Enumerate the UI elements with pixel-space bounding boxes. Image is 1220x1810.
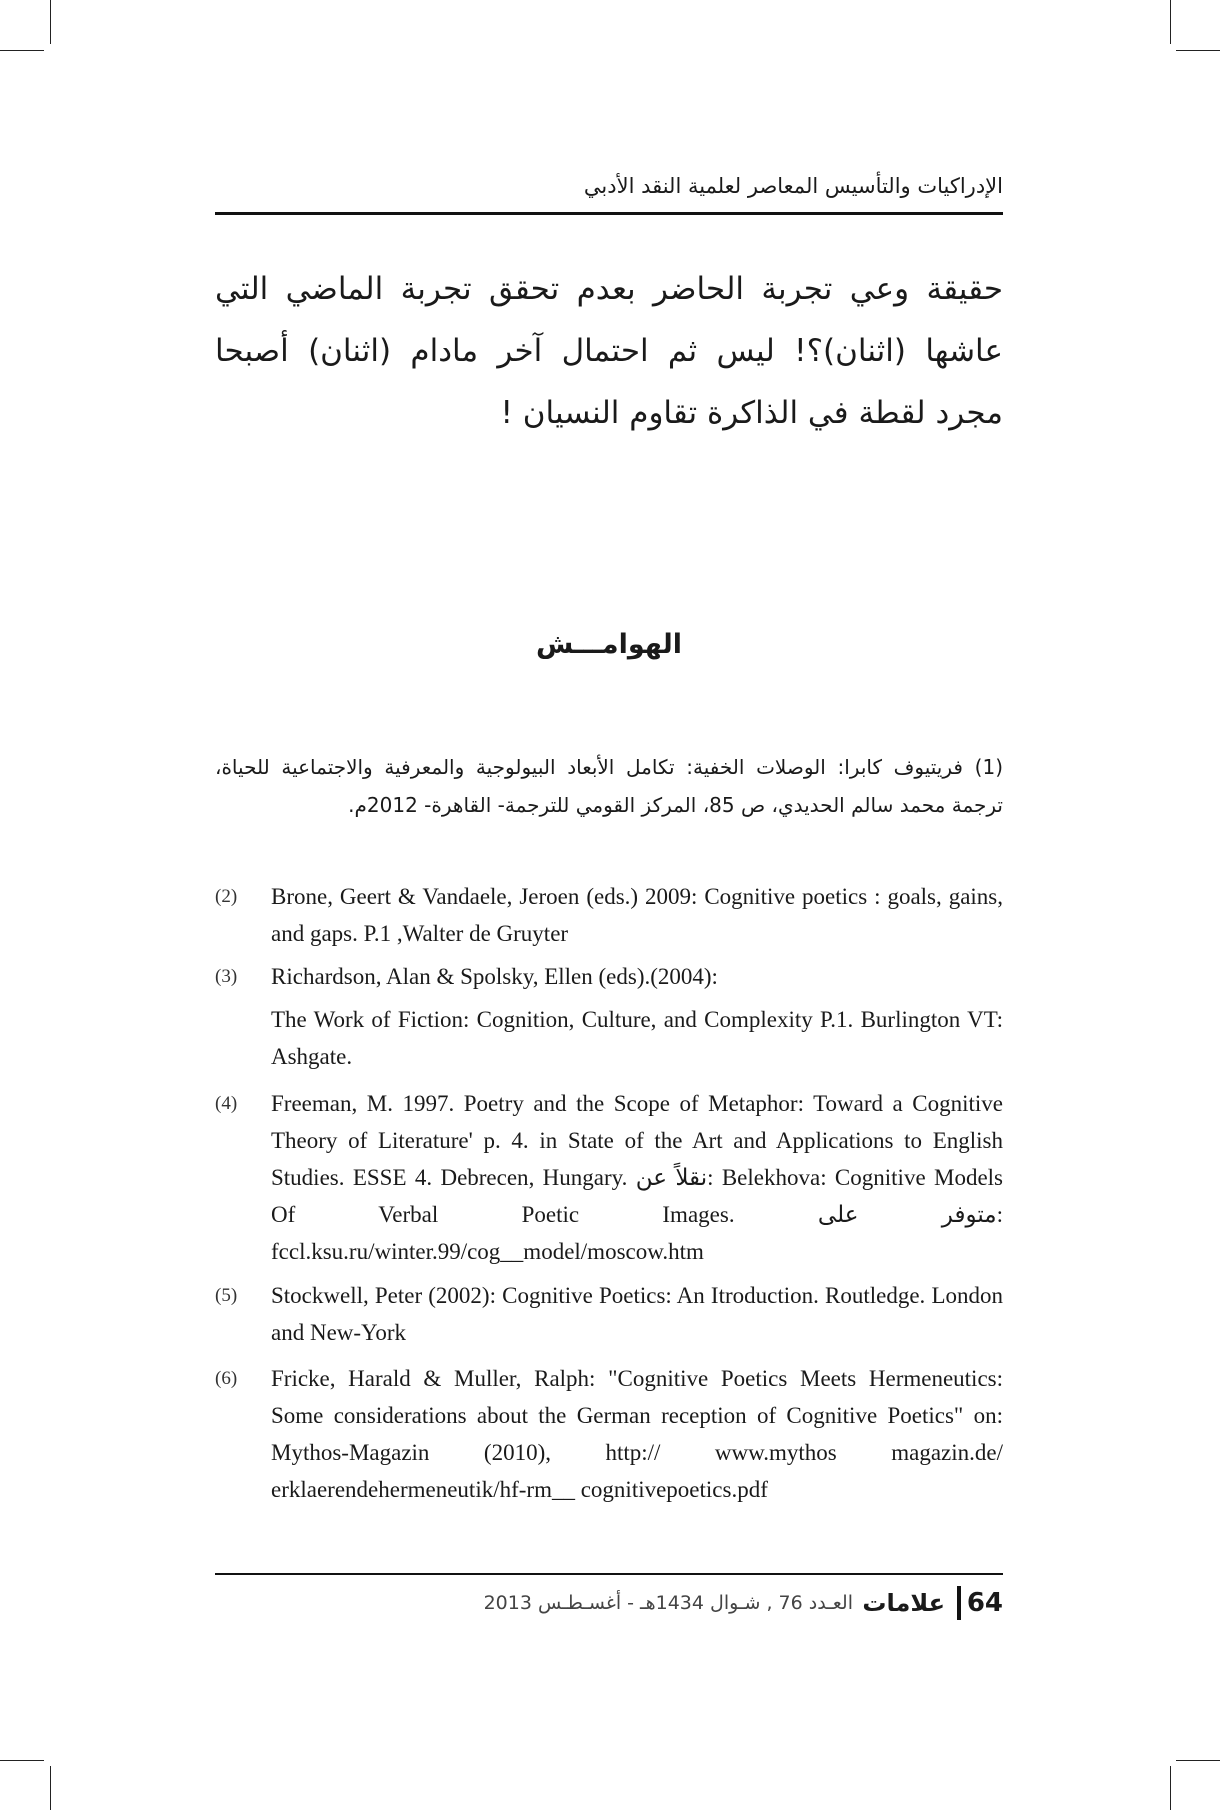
crop-mark	[0, 1760, 44, 1761]
footnote-number: (4)	[215, 1093, 238, 1114]
footnote-number: (6)	[215, 1368, 238, 1389]
footnote-text: Freeman, M. 1997. Poetry and the Scope of Metaphor: Toward a Cognitive Theory of Literature' p. 4. in State of the Art and Applications to English Studies. ESSE 4. Debrecen, Hungary. نقلاً عن: Belekhova: Cognitive Models Of Verbal Poetic Images. متوفر على: fccl.ksu.ru/winter.99/cog__model/moscow.htm	[271, 1091, 1003, 1264]
footnote-number: (5)	[215, 1285, 238, 1306]
footer-rule	[215, 1573, 1003, 1575]
footnote-number: (1)	[974, 755, 1003, 779]
footnote-6	[215, 1360, 1003, 1508]
running-header: الإدراكيات والتأسيس المعاصر لعلمية النقد الأدبي	[583, 174, 1003, 198]
footnote-number: (2)	[215, 886, 238, 907]
page-footer	[215, 1580, 1003, 1630]
header-rule	[215, 212, 1003, 215]
footnote-text: Stockwell, Peter (2002): Cognitive Poetics: An Itroduction. Routledge. London and New-York	[271, 1283, 1003, 1345]
crop-mark	[1176, 50, 1220, 51]
notes-heading: الهوامـــش	[536, 629, 682, 660]
page-number: 64	[966, 1588, 1003, 1618]
footnote-4	[215, 1085, 1003, 1270]
issue-info: العـدد 76 , شـوال 1434هـ - أغسـطـس 2013	[483, 1592, 853, 1614]
footnote-5	[215, 1277, 1003, 1351]
footnote-text: Fricke, Harald & Muller, Ralph: "Cognitive Poetics Meets Hermeneutics: Some considerations about the German reception of Cognitive Poetics" on: Mythos-Magazin (2010), http:// www.mythos magazin.de/ erklaerendehermeneutik/hf-rm__ cognitivepoetics.pdf	[271, 1366, 1003, 1502]
footnote-2	[215, 878, 1003, 952]
footer-divider	[957, 1586, 961, 1620]
footnote-text: فريتيوف كابرا: الوصلات الخفية: تكامل الأبعاد البيولوجية والمعرفية والاجتماعية للحياة، ترجمة محمد سالم الحديدي، ص 85، المركز القومي للترجمة- القاهرة- 2012م.	[215, 755, 1003, 817]
footnote-number: (3)	[215, 966, 238, 987]
footnote-text: Brone, Geert & Vandaele, Jeroen (eds.) 2009: Cognitive poetics : goals, gains, and gaps. P.1 ,Walter de Gruyter	[271, 884, 1003, 946]
crop-mark	[1170, 1766, 1171, 1810]
crop-mark	[1170, 0, 1171, 44]
crop-mark	[50, 0, 51, 44]
body-paragraph: حقيقة وعي تجربة الحاضر بعدم تحقق تجربة الماضي التي عاشها (اثنان)؟! ليس ثم احتمال آخر مادام (اثنان) أصبحا مجرد لقطة في الذاكرة تقاوم النسيان !	[215, 271, 1003, 431]
footnote-3	[215, 958, 1003, 1075]
footnote-text: Richardson, Alan & Spolsky, Ellen (eds).(2004):	[271, 964, 718, 989]
journal-logo: علامات	[862, 1589, 945, 1617]
footnote-text-continued: The Work of Fiction: Cognition, Culture, and Complexity P.1. Burlington VT: Ashgate.	[271, 1007, 1003, 1069]
crop-mark	[0, 50, 44, 51]
crop-mark	[50, 1766, 51, 1810]
footnote-1	[215, 748, 1003, 824]
crop-mark	[1176, 1760, 1220, 1761]
